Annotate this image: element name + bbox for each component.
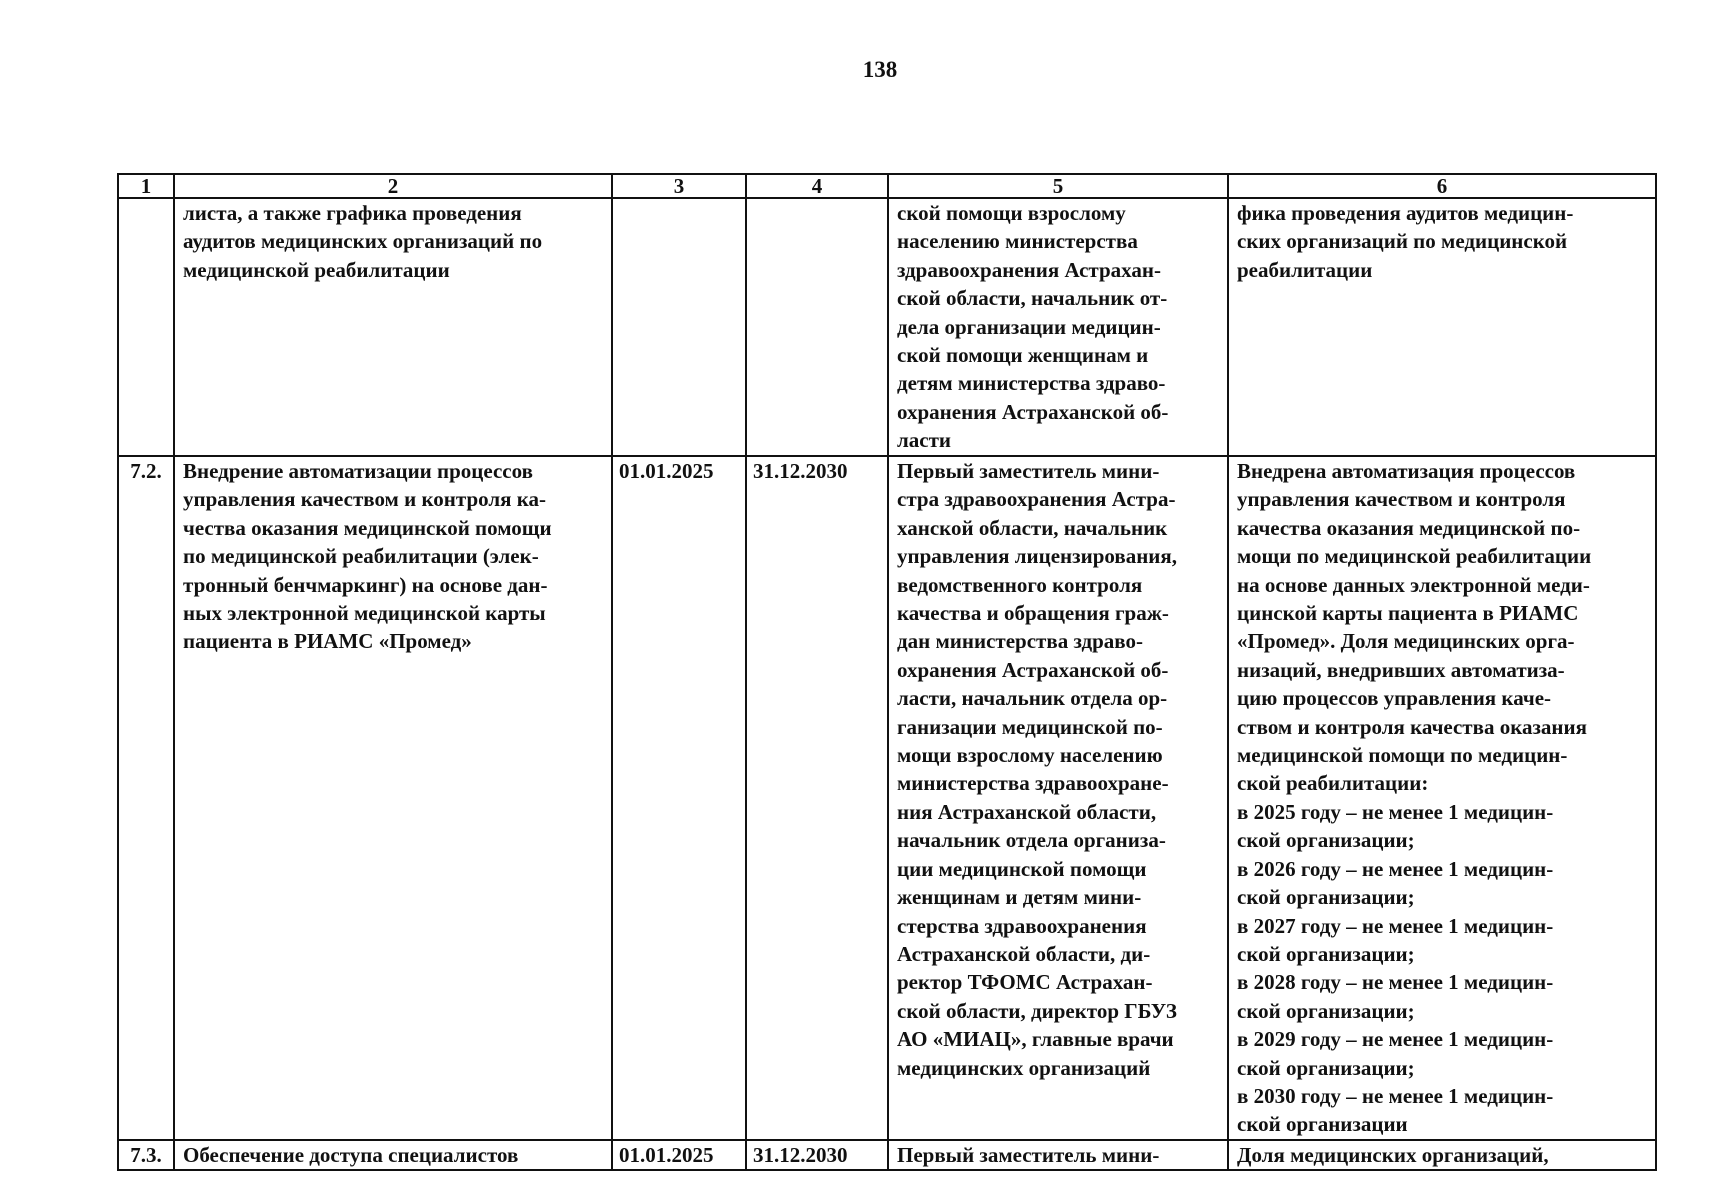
page-number: 138 [862, 57, 898, 82]
header-cell: 6 [1228, 174, 1656, 198]
header-cell: 2 [174, 174, 612, 198]
activity-cell: листа, а также графика проведения аудитов медицинских организаций по медицинской реабилитации [174, 198, 612, 456]
result-cell: Доля медицинских организаций, [1228, 1140, 1656, 1170]
row-number-cell [118, 198, 174, 456]
activity-cell: Обеспечение доступа специалистов [174, 1140, 612, 1170]
table-header-row [118, 174, 1656, 198]
responsible-cell: Первый заместитель мини- [888, 1140, 1228, 1170]
row-number-cell: 7.2. [118, 456, 174, 1140]
header-cell: 5 [888, 174, 1228, 198]
table-row [118, 1140, 1656, 1170]
start-date-cell [612, 198, 746, 456]
row-number-cell: 7.3. [118, 1140, 174, 1170]
start-date-cell: 01.01.2025 [612, 1140, 746, 1170]
activity-cell: Внедрение автоматизации процессов управления качеством и контроля ка- чества оказания медицинской помощи по медицинской реабилитации (элек- тронный бенчмаркинг) на основе дан- ных электронной медицинской карты пациента в РИАМС «Промед» [174, 456, 612, 1140]
header-cell: 4 [746, 174, 888, 198]
responsible-cell: ской помощи взрослому населению министерства здравоохранения Астрахан- ской области, начальник от- дела организации медицин- ской помощи женщинам и детям министерства здраво- охранения Астраханской об- ласти [888, 198, 1228, 456]
header-cell: 3 [612, 174, 746, 198]
responsible-cell: Первый заместитель мини- стра здравоохранения Астра- ханской области, начальник управления лицензирования, ведомственного контроля качества и обращения граж- дан министерства здраво- охранения Астраханской об- ласти, начальник отдела ор- ганизации медицинской по- мощи взрослому населению министерства здравоохране- ния Астраханской области, начальник отдела организа- ции медицинской помощи женщинам и детям мини- стерства здравоохранения Астраханской области, ди- ректор ТФОМС Астрахан- ской области, директор ГБУЗ АО «МИАЦ», главные врачи медицинских организаций [888, 456, 1228, 1140]
result-cell: Внедрена автоматизация процессов управления качеством и контроля качества оказания медицинской по- мощи по медицинской реабилитации на основе данных электронной меди- цинской карты пациента в РИАМС «Промед». Доля медицинских орга- низаций, внедривших автоматиза- цию процессов управления каче- ством и контроля качества оказания медицинской помощи по медицин- ской реабилитации: в 2025 году – не менее 1 медицин- ской организации; в 2026 году – не менее 1 медицин- ской организации; в 2027 году – не менее 1 медицин- ской организации; в 2028 году – не менее 1 медицин- ской организации; в 2029 году – не менее 1 медицин- ской организации; в 2030 году – не менее 1 медицин- ской организации [1228, 456, 1656, 1140]
end-date-cell: 31.12.2030 [746, 456, 888, 1140]
start-date-cell: 01.01.2025 [612, 456, 746, 1140]
end-date-cell: 31.12.2030 [746, 1140, 888, 1170]
activities-table [117, 173, 1657, 1171]
table-row [118, 456, 1656, 1140]
result-cell: фика проведения аудитов медицин- ских организаций по медицинской реабилитации [1228, 198, 1656, 456]
end-date-cell [746, 198, 888, 456]
table-row [118, 198, 1656, 456]
header-cell: 1 [118, 174, 174, 198]
